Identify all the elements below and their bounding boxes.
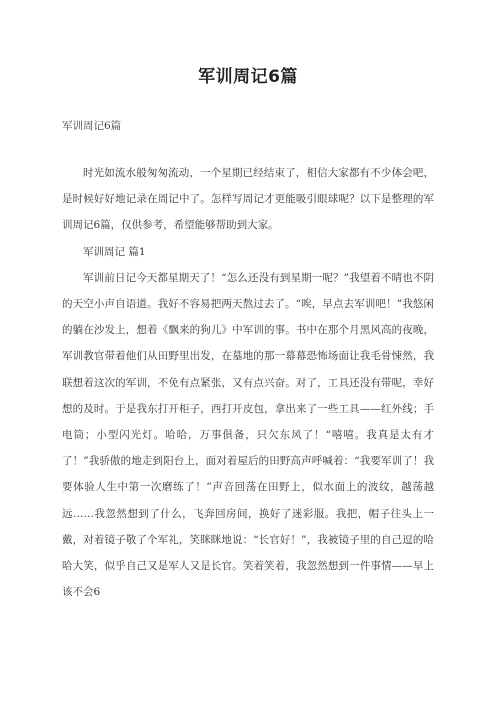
document-title: 军训周记6篇 — [198, 67, 298, 87]
section-paragraph: 军训前日记今天都星期天了！“怎么还没有到星期一呢？”我望着不晴也不阴的天空小声自语道。我好不容易把两天熬过去了。“唉，早点去军训吧！”我悠闲的躺在沙发上，想着《飘来的狗儿》中军训的事。书中在那个月黑风高的夜晚，军训教官带着他们从田野里出发，在墓地的那一幕幕恐怖场面让我毛骨悚然，我联想着这次的军训，不免有点紧张，又有点兴奋。对了，工具还没有带呢，幸好想的及时。于是我东打开柜子，西打开皮包，拿出来了一些工具——红外线；手电筒；小型闪光灯。哈哈，万事俱备，只欠东风了！“嘻嘻。我真是太有才了！”我骄傲的地走到阳台上，面对着屋后的田野高声呼喊着：“我要军训了！我要体验人生中第一次磨练了！”声音回荡在田野上，似水面上的波纹，越荡越远……我忽然想到了什么，飞奔回房间，换好了迷彩服。我把，帽子往头上一戴，对着镜子敬了个军礼，笑眯眯地说：“长官好！”，我被镜子里的自己逗的哈哈大笑，似乎自己又是军人又是长官。笑着笑着，我忽然想到一件事情——早上该不会6 — [62, 271, 434, 599]
section-heading: 军训周记 篇1 — [83, 245, 146, 258]
document-body — [62, 160, 434, 605]
document-subtitle: 军训周记6篇 — [62, 120, 122, 132]
intro-paragraph: 时光如流水般匆匆流动，一个星期已经结束了，相信大家都有不少体会吧，是时候好好地记录在周记中了。怎样写周记才更能吸引眼球呢？以下是整理的军训周记6篇，仅供参考，希望能够帮助到大家。 — [62, 167, 434, 232]
